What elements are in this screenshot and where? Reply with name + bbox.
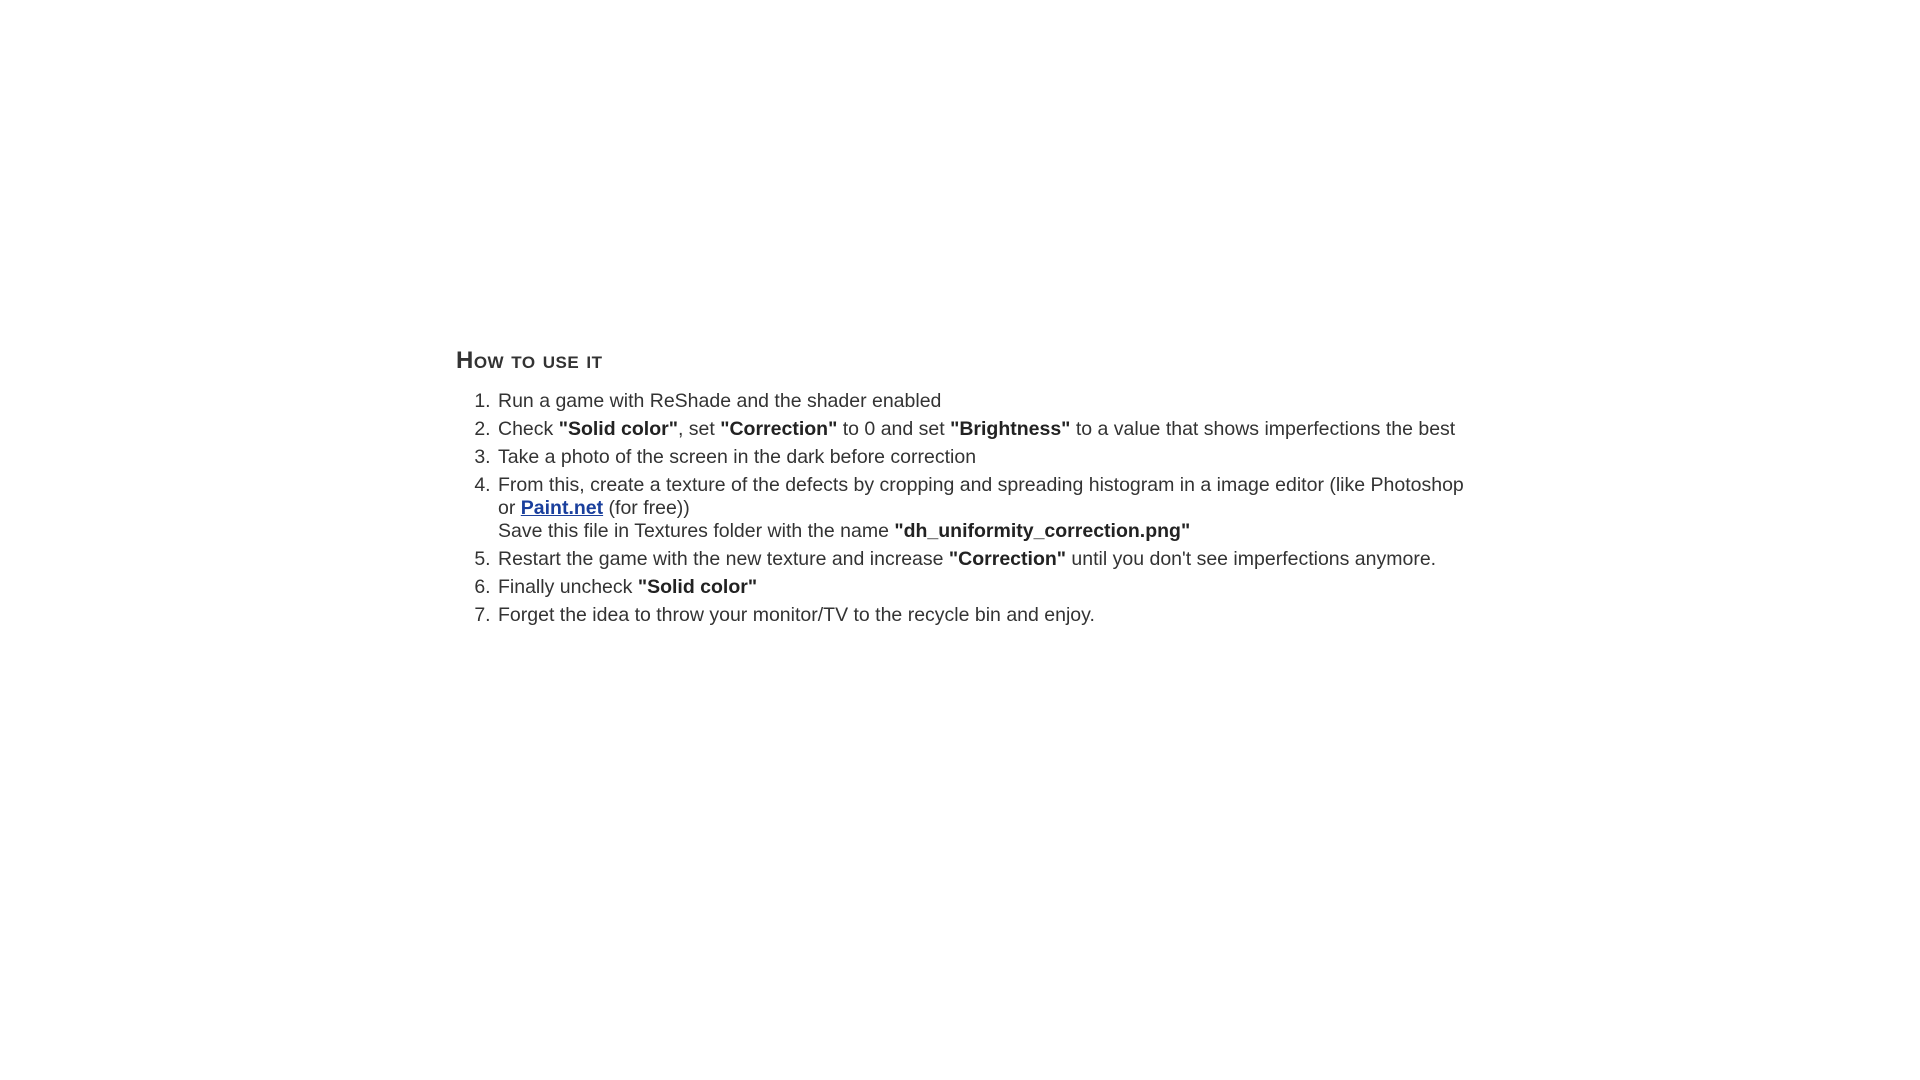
list-item bbox=[496, 446, 1476, 469]
step-1-text: Run a game with ReShade and the shader enabled bbox=[498, 390, 942, 412]
list-item bbox=[496, 418, 1476, 441]
list-item bbox=[496, 474, 1476, 543]
step-3-text: Take a photo of the screen in the dark before correction bbox=[498, 446, 977, 468]
paint-net-link[interactable]: Paint.net bbox=[520, 497, 604, 519]
step-2-text-e: to a value that shows imperfections the best bbox=[1070, 418, 1456, 440]
step-2-text-a: Check bbox=[498, 418, 559, 440]
step-5-text-c: until you don't see imperfections anymore. bbox=[1066, 548, 1437, 570]
list-item bbox=[496, 576, 1476, 599]
list-item bbox=[496, 548, 1476, 571]
section-heading: How to use it bbox=[456, 347, 603, 374]
step-4-save-line bbox=[498, 520, 1476, 543]
instructions-section bbox=[456, 346, 1476, 632]
texture-filename: "dh_uniformity_correction.png" bbox=[894, 520, 1191, 542]
correction-option: "Correction" bbox=[948, 548, 1067, 570]
step-4-text-a: From this, create a texture of the defects by cropping and spreading histogram in a image editor (like Photoshop or bbox=[498, 474, 1464, 519]
step-2-text-c: , set bbox=[677, 418, 721, 440]
step-7-text: Forget the idea to throw your monitor/TV to the recycle bin and enjoy. bbox=[498, 604, 1095, 626]
solid-color-option: "Solid color" bbox=[637, 576, 758, 598]
list-item bbox=[496, 390, 1476, 413]
list-item bbox=[496, 604, 1476, 627]
brightness-option: "Brightness" bbox=[950, 418, 1071, 440]
step-5-text-a: Restart the game with the new texture and increase bbox=[498, 548, 949, 570]
correction-option: "Correction" bbox=[720, 418, 838, 440]
steps-list bbox=[456, 390, 1476, 627]
step-2-text-d: to 0 and set bbox=[837, 418, 951, 440]
step-4-text-b: (for free)) bbox=[603, 497, 690, 519]
step-6-text-a: Finally uncheck bbox=[498, 576, 638, 598]
step-4-save-text: Save this file in Textures folder with the name bbox=[498, 520, 895, 542]
solid-color-option: "Solid color" bbox=[558, 418, 678, 440]
